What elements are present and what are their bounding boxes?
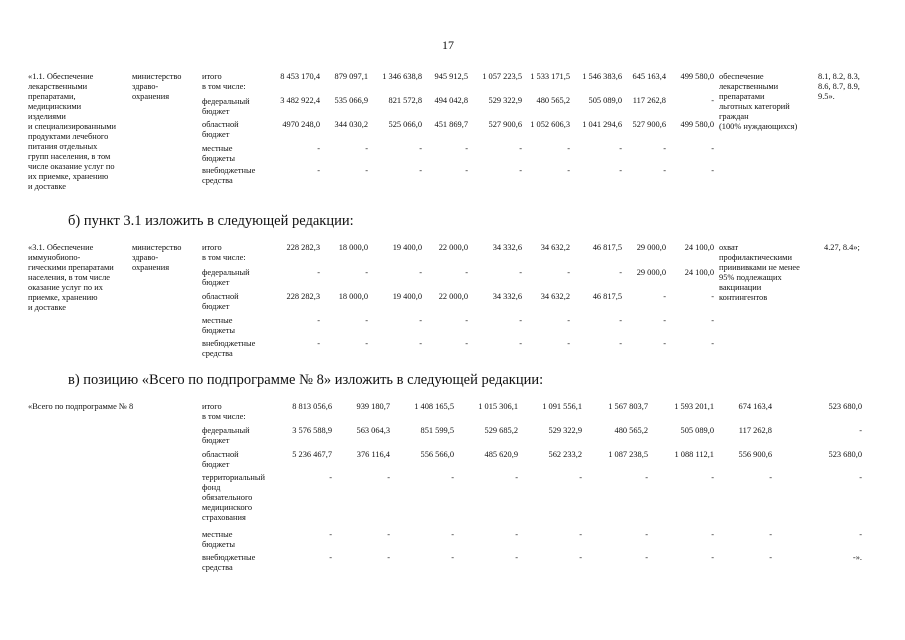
- total-value-cell: -: [645, 553, 648, 562]
- row-1-1-value-cell: -: [711, 166, 714, 175]
- total-value-cell: 117 262,8: [738, 426, 772, 435]
- row-1-1-indicator: обеспечение лекарственными препаратами льготных категорий граждан (100% нуждающихся): [719, 72, 798, 131]
- total-value-cell: -: [769, 473, 772, 482]
- row-3-1-responsible: министерство здраво- охранения: [132, 243, 182, 272]
- row-1-1-value-cell: 527 900,6: [488, 120, 522, 129]
- row-1-1-value-cell: 505 089,0: [588, 96, 622, 105]
- row-1-1-value-cell: -: [663, 166, 666, 175]
- row-3-1-value-cell: -: [419, 339, 422, 348]
- total-value-cell: -: [329, 530, 332, 539]
- row-3-1-source-federal: федеральный бюджет: [202, 268, 250, 287]
- row-3-1-value-cell: -: [663, 316, 666, 325]
- total-value-cell: -: [859, 530, 862, 539]
- row-3-1-value-cell: -: [365, 268, 368, 277]
- total-value-cell: -: [387, 530, 390, 539]
- total-value-cell: -: [769, 530, 772, 539]
- row-3-1-value-cell: -: [465, 339, 468, 348]
- row-1-1-value-cell: 494 042,8: [434, 96, 468, 105]
- total-source-total: итого в том числе:: [202, 402, 246, 421]
- row-1-1-value-cell: -: [567, 144, 570, 153]
- total-value-cell: 1 408 165,5: [414, 402, 454, 411]
- row-1-1-value-cell: 879 097,1: [334, 72, 368, 81]
- total-value-cell: -: [711, 473, 714, 482]
- row-1-1-value-cell: 1 346 638,8: [382, 72, 422, 81]
- row-1-1-value-cell: 480 565,2: [536, 96, 570, 105]
- row-3-1-value-cell: 34 332,6: [492, 292, 522, 301]
- row-3-1-value-cell: -: [711, 316, 714, 325]
- row-3-1-value-cell: -: [365, 339, 368, 348]
- total-source-extrabudget: внебюджетные средства: [202, 553, 256, 572]
- row-1-1-value-cell: -: [519, 144, 522, 153]
- row-1-1-value-cell: -: [711, 96, 714, 105]
- row-3-1-value-cell: -: [567, 316, 570, 325]
- total-source-federal: федеральный бюджет: [202, 426, 250, 445]
- row-1-1-value-cell: 4970 248,0: [282, 120, 320, 129]
- row-1-1-value-cell: 945 912,5: [434, 72, 468, 81]
- row-3-1-value-cell: -: [419, 268, 422, 277]
- total-value-cell: 5 236 467,7: [292, 450, 332, 459]
- row-3-1-value-cell: -: [567, 268, 570, 277]
- total-value-cell: 674 163,4: [738, 402, 772, 411]
- row-1-1-value-cell: -: [663, 144, 666, 153]
- row-1-1-value-cell: -: [619, 144, 622, 153]
- total-value-cell: -: [387, 553, 390, 562]
- total-value-cell: 1 593 201,1: [674, 402, 714, 411]
- row-1-1-value-cell: -: [711, 144, 714, 153]
- row-1-1-value-cell: 344 030,2: [334, 120, 368, 129]
- total-value-cell: -: [645, 473, 648, 482]
- total-value-cell: -: [515, 530, 518, 539]
- row-3-1-value-cell: -: [519, 316, 522, 325]
- row-1-1-source-local: местные бюджеты: [202, 144, 236, 163]
- row-3-1-value-cell: 24 100,0: [684, 268, 714, 277]
- row-3-1-source-local: местные бюджеты: [202, 316, 236, 335]
- total-value-cell: -: [387, 473, 390, 482]
- total-value-cell: -: [859, 473, 862, 482]
- row-3-1-value-cell: 34 632,2: [540, 243, 570, 252]
- row-3-1-source-regional: областной бюджет: [202, 292, 239, 311]
- total-value-cell: -: [711, 553, 714, 562]
- row-3-1-value-cell: 46 817,5: [592, 292, 622, 301]
- row-1-1-value-cell: 1 052 606,3: [530, 120, 570, 129]
- row-3-1-value-cell: 18 000,0: [338, 292, 368, 301]
- row-1-1-value-cell: -: [519, 166, 522, 175]
- row-1-1-value-cell: -: [419, 166, 422, 175]
- total-value-cell: 523 680,0: [828, 402, 862, 411]
- total-source-tfoms: территориальный фонд обязательного медицинского страхования: [202, 473, 266, 522]
- row-1-1-source-federal: федеральный бюджет: [202, 97, 250, 116]
- total-value-cell: -: [451, 473, 454, 482]
- row-1-1-value-cell: -: [317, 144, 320, 153]
- row-3-1-value-cell: -: [619, 268, 622, 277]
- row-1-1-value-cell: 527 900,6: [632, 120, 666, 129]
- total-value-cell: -: [515, 553, 518, 562]
- row-3-1-value-cell: -: [317, 339, 320, 348]
- row-1-1-value-cell: 8 453 170,4: [280, 72, 320, 81]
- total-value-cell: 556 566,0: [420, 450, 454, 459]
- total-value-cell: -: [769, 553, 772, 562]
- total-value-cell: 3 576 588,9: [292, 426, 332, 435]
- total-value-cell: -: [515, 473, 518, 482]
- row-1-1-value-cell: -: [365, 166, 368, 175]
- total-value-cell: 480 565,2: [614, 426, 648, 435]
- row-3-1-value-cell: -: [567, 339, 570, 348]
- row-3-1-value-cell: -: [419, 316, 422, 325]
- row-1-1-source-regional: областной бюджет: [202, 120, 239, 139]
- row-3-1-source-total: итого в том числе:: [202, 243, 246, 262]
- row-1-1-value-cell: -: [465, 166, 468, 175]
- total-value-cell: 1 088 112,1: [674, 450, 714, 459]
- total-value-cell: 939 180,7: [356, 402, 390, 411]
- row-3-1-value-cell: -: [619, 339, 622, 348]
- total-value-cell: 851 599,5: [420, 426, 454, 435]
- total-source-regional: областной бюджет: [202, 450, 239, 469]
- row-1-1-value-cell: 1 041 294,6: [582, 120, 622, 129]
- row-3-1-value-cell: 34 332,6: [492, 243, 522, 252]
- row-1-1-value-cell: 529 322,9: [488, 96, 522, 105]
- total-value-cell: 376 116,4: [356, 450, 390, 459]
- row-3-1-value-cell: -: [465, 316, 468, 325]
- row-3-1-indicator: охват профилактическими приививками не менее 95% подлежащих вакцинации контингентов: [719, 243, 800, 302]
- row-1-1-value-cell: 1 057 223,5: [482, 72, 522, 81]
- total-value-cell: -».: [852, 553, 862, 562]
- total-value-cell: 1 015 306,1: [478, 402, 518, 411]
- row-1-1-value-cell: -: [619, 166, 622, 175]
- total-title: «Всего по подпрограмме № 8: [28, 402, 134, 411]
- row-1-1-responsible: министерство здраво- охранения: [132, 72, 182, 101]
- row-3-1-value-cell: -: [711, 339, 714, 348]
- row-1-1-value-cell: 499 580,0: [680, 120, 714, 129]
- row-3-1-value-cell: 19 400,0: [392, 243, 422, 252]
- row-1-1-value-cell: -: [365, 144, 368, 153]
- total-value-cell: -: [645, 530, 648, 539]
- row-3-1-value-cell: 18 000,0: [338, 243, 368, 252]
- row-1-1-value-cell: 117 262,8: [632, 96, 666, 105]
- row-1-1-value-cell: 1 533 171,5: [530, 72, 570, 81]
- total-value-cell: 562 233,2: [548, 450, 582, 459]
- total-value-cell: 1 087 238,5: [608, 450, 648, 459]
- total-value-cell: 529 685,2: [484, 426, 518, 435]
- total-value-cell: 485 620,9: [484, 450, 518, 459]
- row-3-1-value-cell: -: [317, 316, 320, 325]
- total-value-cell: 556 900,6: [738, 450, 772, 459]
- row-3-1-value-cell: 228 282,3: [286, 292, 320, 301]
- total-value-cell: -: [579, 530, 582, 539]
- total-value-cell: -: [451, 530, 454, 539]
- total-value-cell: -: [329, 473, 332, 482]
- total-value-cell: -: [451, 553, 454, 562]
- total-value-cell: 529 322,9: [548, 426, 582, 435]
- row-1-1-value-cell: 645 163,4: [632, 72, 666, 81]
- row-3-1-value-cell: -: [465, 268, 468, 277]
- page-number: 17: [442, 38, 454, 52]
- row-1-1-value-cell: 535 066,9: [334, 96, 368, 105]
- row-3-1-value-cell: 29 000,0: [636, 268, 666, 277]
- row-1-1-value-cell: -: [317, 166, 320, 175]
- row-1-1-value-cell: -: [567, 166, 570, 175]
- total-value-cell: -: [579, 473, 582, 482]
- total-value-cell: -: [711, 530, 714, 539]
- row-3-1-value-cell: -: [519, 268, 522, 277]
- row-3-1-title: «3.1. Обеспечение иммунобиопо- гическими препаратами населения, в том числе оказание услуг по их приемке, хранению и доставке: [28, 243, 114, 312]
- row-1-1-source-extrabudget: внебюджетные средства: [202, 166, 256, 185]
- row-3-1-value-cell: 19 400,0: [392, 292, 422, 301]
- total-value-cell: -: [579, 553, 582, 562]
- row-3-1-value-cell: 22 000,0: [438, 243, 468, 252]
- total-value-cell: 523 680,0: [828, 450, 862, 459]
- total-value-cell: 505 089,0: [680, 426, 714, 435]
- row-1-1-value-cell: 3 482 922,4: [280, 96, 320, 105]
- row-1-1-value-cell: 821 572,8: [388, 96, 422, 105]
- row-3-1-value-cell: -: [519, 339, 522, 348]
- row-1-1-value-cell: 499 580,0: [680, 72, 714, 81]
- row-3-1-value-cell: 46 817,5: [592, 243, 622, 252]
- row-3-1-measures: 4.27, 8.4»;: [824, 243, 860, 252]
- row-3-1-value-cell: 24 100,0: [684, 243, 714, 252]
- total-value-cell: 8 813 056,6: [292, 402, 332, 411]
- total-value-cell: 1 567 803,7: [608, 402, 648, 411]
- row-1-1-value-cell: 451 869,7: [434, 120, 468, 129]
- heading-b: б) пункт 3.1 изложить в следующей редакции:: [68, 213, 354, 229]
- row-3-1-value-cell: 34 632,2: [540, 292, 570, 301]
- row-3-1-value-cell: -: [711, 292, 714, 301]
- row-1-1-value-cell: 1 546 383,6: [582, 72, 622, 81]
- row-3-1-value-cell: -: [365, 316, 368, 325]
- row-3-1-value-cell: 228 282,3: [286, 243, 320, 252]
- row-3-1-value-cell: -: [317, 268, 320, 277]
- row-1-1-measures: 8.1, 8.2, 8.3, 8.6, 8.7, 8.9, 9.5».: [818, 72, 860, 101]
- total-value-cell: 563 064,3: [356, 426, 390, 435]
- row-3-1-value-cell: -: [619, 316, 622, 325]
- total-source-local: местные бюджеты: [202, 530, 236, 549]
- total-value-cell: 1 091 556,1: [542, 402, 582, 411]
- row-3-1-source-extrabudget: внебюджетные средства: [202, 339, 256, 358]
- total-value-cell: -: [859, 426, 862, 435]
- row-1-1-title: «1.1. Обеспечение лекарственными препаратами, медицинскими изделиями и специализированными продуктами лечебного питания отдельных групп населения, в том числе оказание услуг по их приемке, хранению и доставке: [28, 72, 117, 191]
- heading-v: в) позицию «Всего по подпрограмме № 8» изложить в следующей редакции:: [68, 372, 544, 388]
- row-3-1-value-cell: -: [663, 292, 666, 301]
- row-1-1-value-cell: 525 066,0: [388, 120, 422, 129]
- row-3-1-value-cell: 29 000,0: [636, 243, 666, 252]
- total-value-cell: -: [329, 553, 332, 562]
- row-3-1-value-cell: 22 000,0: [438, 292, 468, 301]
- row-3-1-value-cell: -: [663, 339, 666, 348]
- row-1-1-value-cell: -: [419, 144, 422, 153]
- row-1-1-source-total: итого в том числе:: [202, 72, 246, 91]
- row-1-1-value-cell: -: [465, 144, 468, 153]
